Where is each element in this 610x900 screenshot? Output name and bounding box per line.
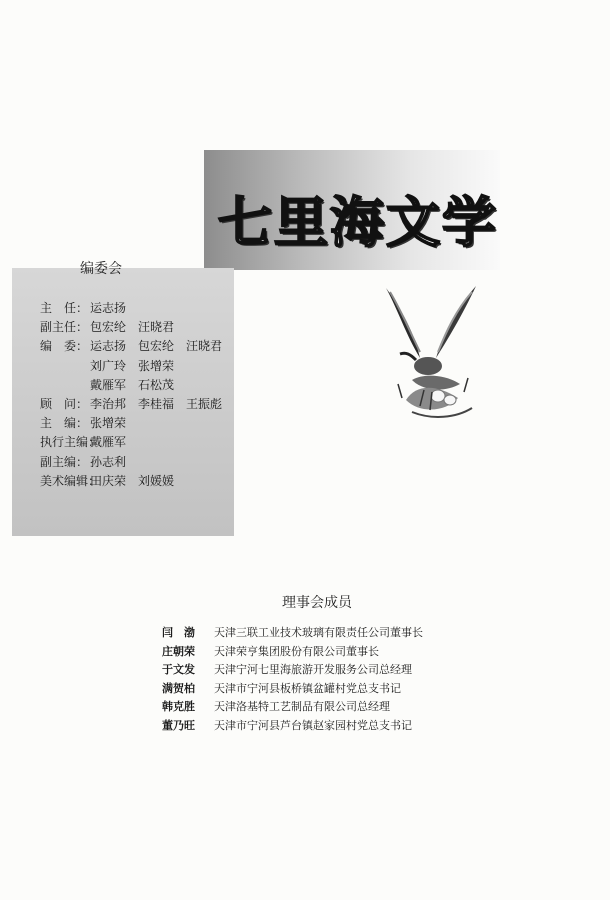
board-row xyxy=(40,414,240,433)
council-member-position: 天津市宁河县板桥镇盆罐村党总支书记 xyxy=(214,681,401,695)
council-member-position: 天津三联工业技术玻璃有限责任公司董事长 xyxy=(214,626,423,639)
council-member-position: 天津市宁河县芦台镇赵家园村党总支书记 xyxy=(214,718,412,732)
board-names: 刘广玲 张增荣 xyxy=(90,358,175,373)
board-row xyxy=(40,395,240,414)
board-names: 田庆荣 刘媛媛 xyxy=(90,473,175,488)
board-names: 孙志利 xyxy=(90,454,127,469)
board-row xyxy=(40,453,240,472)
council-row xyxy=(162,717,423,736)
board-row xyxy=(40,376,240,395)
council-member-position: 天津荣亨集团股份有限公司董事长 xyxy=(214,644,379,658)
magazine-title: 七里海文学 xyxy=(218,191,498,254)
council-member-name: 庄朝荣 xyxy=(162,644,195,658)
board-row xyxy=(40,318,240,337)
council-member-position: 天津宁河七里海旅游开发服务公司总经理 xyxy=(214,663,412,677)
board-role: 主 编： xyxy=(40,416,89,431)
board-role: 顾 问： xyxy=(40,397,89,412)
board-role: 主 任： xyxy=(40,301,89,315)
board-row xyxy=(40,299,240,318)
board-names: 戴雁军 xyxy=(90,435,127,450)
council-member-name: 董乃旺 xyxy=(162,718,195,732)
council-member-name: 于文发 xyxy=(162,663,195,677)
board-names: 包宏纶 汪晓君 xyxy=(90,320,175,335)
council-member-name: 闫 渤 xyxy=(162,626,195,639)
council-row xyxy=(162,698,423,717)
council-row xyxy=(162,643,423,662)
council-member-list xyxy=(162,624,423,736)
board-role: 编 委： xyxy=(40,339,89,354)
heron-bird-icon xyxy=(376,280,488,425)
editorial-board-list xyxy=(40,299,240,491)
editorial-board-heading: 编委会 xyxy=(80,261,122,277)
board-row xyxy=(40,433,240,452)
board-names: 张增荣 xyxy=(90,416,127,431)
council-row xyxy=(162,624,423,643)
board-role: 副主编： xyxy=(40,454,89,469)
board-row xyxy=(40,337,240,356)
council-member-position: 天津洛基特工艺制品有限公司总经理 xyxy=(214,700,390,714)
council-row xyxy=(162,680,423,699)
council-member-name: 满贺柏 xyxy=(162,681,195,695)
board-names: 运志扬 xyxy=(90,301,127,315)
board-role: 副主任： xyxy=(40,320,89,335)
board-role: 美术编辑： xyxy=(40,473,101,488)
board-row xyxy=(40,357,240,376)
council-heading: 理事会成员 xyxy=(282,595,352,611)
board-names: 李治邦 李桂福 王振彪 xyxy=(90,397,223,412)
board-names: 戴雁军 石松茂 xyxy=(90,377,175,392)
council-row xyxy=(162,661,423,680)
board-row xyxy=(40,472,240,491)
board-role: 执行主编： xyxy=(40,435,101,450)
council-member-name: 韩克胜 xyxy=(162,700,195,714)
board-names: 运志扬 包宏纶 汪晓君 xyxy=(90,339,223,354)
